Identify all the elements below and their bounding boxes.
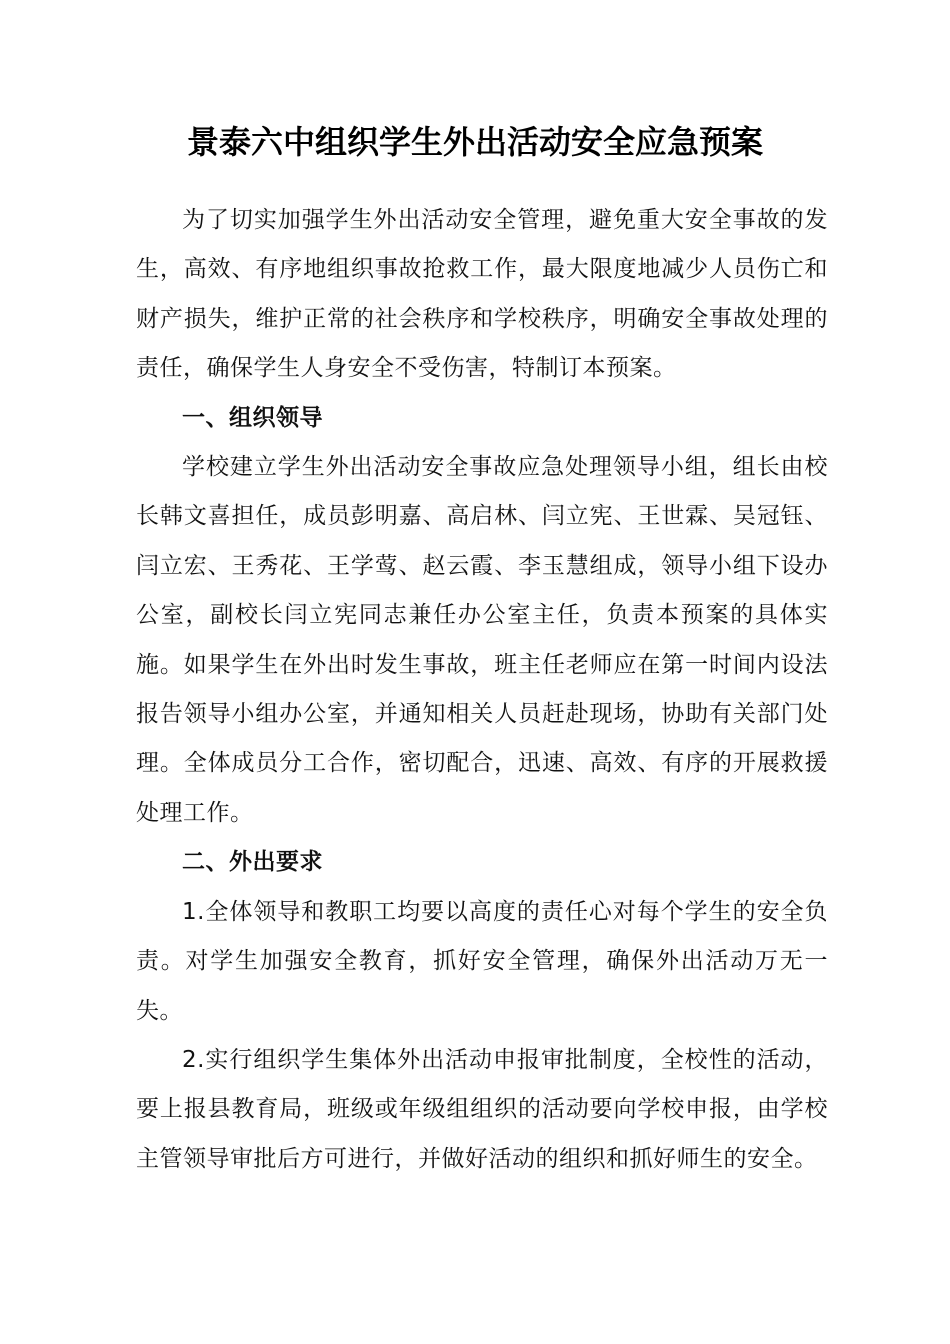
section-heading-requirements: 二、外出要求 — [182, 849, 323, 876]
organization-paragraph: 学校建立学生外出活动安全事故应急处理领导小组，组长由校长韩文喜担任，成员彭明嘉、高启林、闫立宪、王世霖、吴冠钰、闫立宏、王秀花、王学莺、赵云霞、李玉慧组成，领导小组下设办公室，副校长闫立宪同志兼任办公室主任，负责本预案的具体实施。如果学生在外出时发生事故，班主任老师应在第一时间内设法报告领导小组办公室，并通知相关人员赶赴现场，协助有关部门处理。全体成员分工合作，密切配合，迅速、高效、有序的开展救援处理工作。 — [136, 454, 828, 826]
requirement-item-2: 2.实行组织学生集体外出活动申报审批制度，全校性的活动，要上报县教育局，班级或年级组组织的活动要向学校申报，由学校主管领导审批后方可进行，并做好活动的组织和抓好师生的安全。 — [136, 1046, 828, 1172]
intro-paragraph: 为了切实加强学生外出活动安全管理，避免重大安全事故的发生，高效、有序地组织事故抢救工作，最大限度地减少人员伤亡和财产损失，维护正常的社会秩序和学校秩序，明确安全事故处理的责任，确保学生人身安全不受伤害，特制订本预案。 — [136, 207, 828, 382]
section-heading-organization: 一、组织领导 — [182, 404, 323, 431]
document-body — [136, 196, 828, 1184]
document-title: 景泰六中组织学生外出活动安全应急预案 — [186, 123, 763, 161]
requirement-item-1: 1.全体领导和教职工均要以高度的责任心对每个学生的安全负责。对学生加强安全教育，抓好安全管理，确保外出活动万无一失。 — [136, 898, 828, 1024]
